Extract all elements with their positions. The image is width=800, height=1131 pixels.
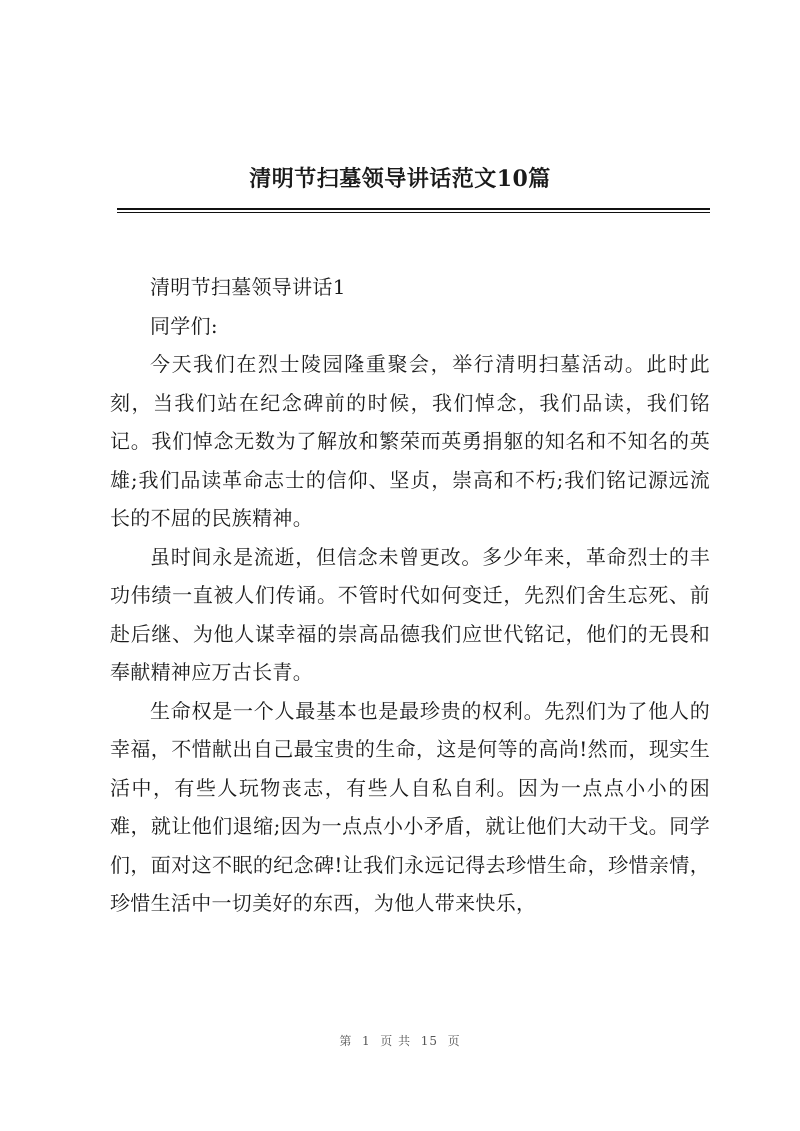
- paragraph: 今天我们在烈士陵园隆重聚会，举行清明扫墓活动。此时此刻，当我们站在纪念碑前的时候，我们悼念，我们品读，我们铭记。我们悼念无数为了解放和繁荣而英勇捐躯的知名和不知名的英雄;我们品读革命志士的信仰、坚贞，崇高和不朽;我们铭记源远流长的不屈的民族精神。: [110, 352, 710, 530]
- paragraph: 虽时间永是流逝，但信念未曾更改。多少年来，革命烈士的丰功伟绩一直被人们传诵。不管时代如何变迁，先烈们舍生忘死、前赴后继、为他人谋幸福的崇高品德我们应世代铭记，他们的无畏和奉献精神应万古长青。: [110, 544, 710, 684]
- page-number-footer: 第 1 页 共 15 页: [339, 1034, 461, 1048]
- document-title: 清明节扫墓领导讲话范文10篇: [249, 166, 551, 192]
- document-body: [110, 268, 710, 923]
- salutation: 同学们:: [150, 313, 218, 338]
- title-divider: [117, 208, 710, 213]
- section-heading: 清明节扫墓领导讲话1: [150, 275, 346, 299]
- paragraph: 生命权是一个人最基本也是最珍贵的权利。先烈们为了他人的幸福，不惜献出自己最宝贵的生命，这是何等的高尚!然而，现实生活中，有些人玩物丧志，有些人自私自利。因为一点点小小的困难，就让他们退缩;因为一点点小小矛盾，就让他们大动干戈。同学们，面对这不眠的纪念碑!让我们永远记得去珍惜生命，珍惜亲情，珍惜生活中一切美好的东西，为他人带来快乐，: [110, 698, 710, 915]
